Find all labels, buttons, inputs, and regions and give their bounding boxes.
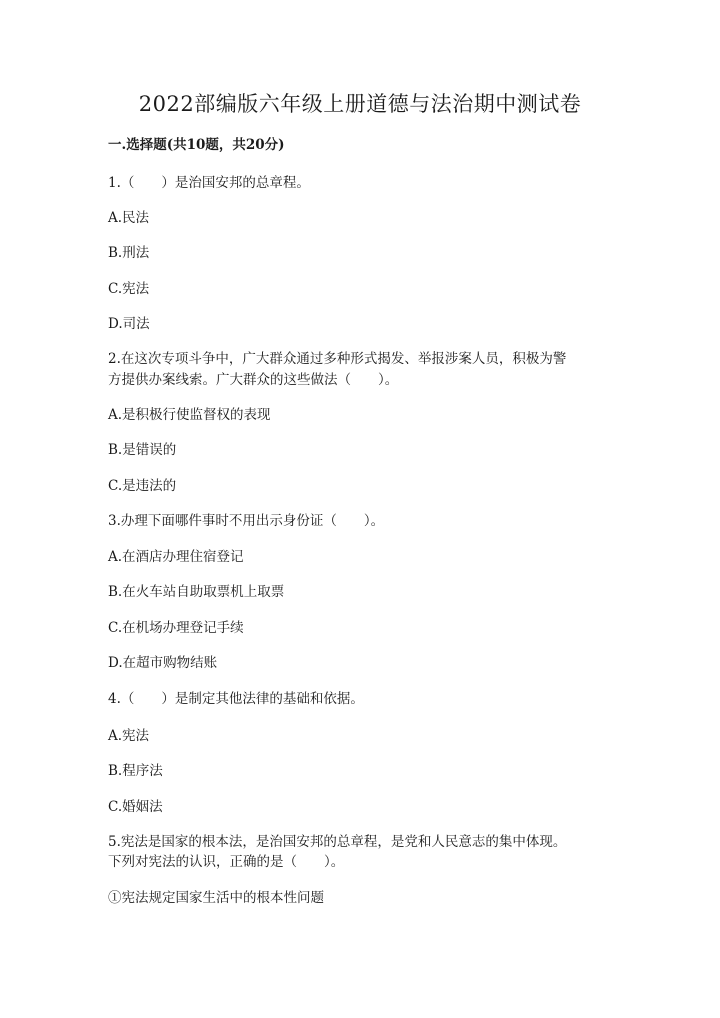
- question-1-option-a: A.民法: [108, 210, 150, 226]
- question-4-option-a: A.宪法: [108, 728, 150, 744]
- question-2-option-c: C.是违法的: [108, 478, 177, 494]
- question-3-option-c: C.在机场办理登记手续: [108, 620, 244, 636]
- question-4-option-c: C.婚姻法: [108, 799, 163, 815]
- question-2-option-b: B.是错误的: [108, 442, 177, 458]
- question-3-option-b: B.在火车站自助取票机上取票: [108, 584, 285, 600]
- question-4-stem: 4.（ ）是制定其他法律的基础和依据。: [108, 691, 364, 707]
- question-2-stem-line-2: 方提供办案线索。广大群众的这些做法（ ）。: [108, 372, 399, 388]
- question-3-option-a: A.在酒店办理住宿登记: [108, 549, 244, 565]
- question-1-option-c: C.宪法: [108, 281, 150, 297]
- question-5-item-1: ①宪法规定国家生活中的根本性问题: [108, 890, 324, 906]
- section-heading: 一.选择题(共10题，共20分): [108, 137, 285, 153]
- question-2-stem-line-1: 2.在这次专项斗争中，广大群众通过多种形式揭发、举报涉案人员，积极为警: [108, 351, 567, 367]
- question-3-stem: 3.办理下面哪件事时不用出示身份证（ ）。: [108, 513, 385, 529]
- question-1-option-d: D.司法: [108, 316, 150, 332]
- question-4-option-b: B.程序法: [108, 763, 163, 779]
- page-title: 2022部编版六年级上册道德与法治期中测试卷: [138, 92, 582, 116]
- question-5-stem-line-1: 5.宪法是国家的根本法，是治国安邦的总章程，是党和人民意志的集中体现。: [108, 834, 567, 850]
- question-1-stem: 1.（ ）是治国安邦的总章程。: [108, 175, 310, 191]
- question-2-option-a: A.是积极行使监督权的表现: [108, 407, 271, 423]
- question-5-stem-line-2: 下列对宪法的认识，正确的是（ ）。: [108, 854, 345, 870]
- question-3-option-d: D.在超市购物结账: [108, 655, 218, 671]
- question-1-option-b: B.刑法: [108, 245, 150, 261]
